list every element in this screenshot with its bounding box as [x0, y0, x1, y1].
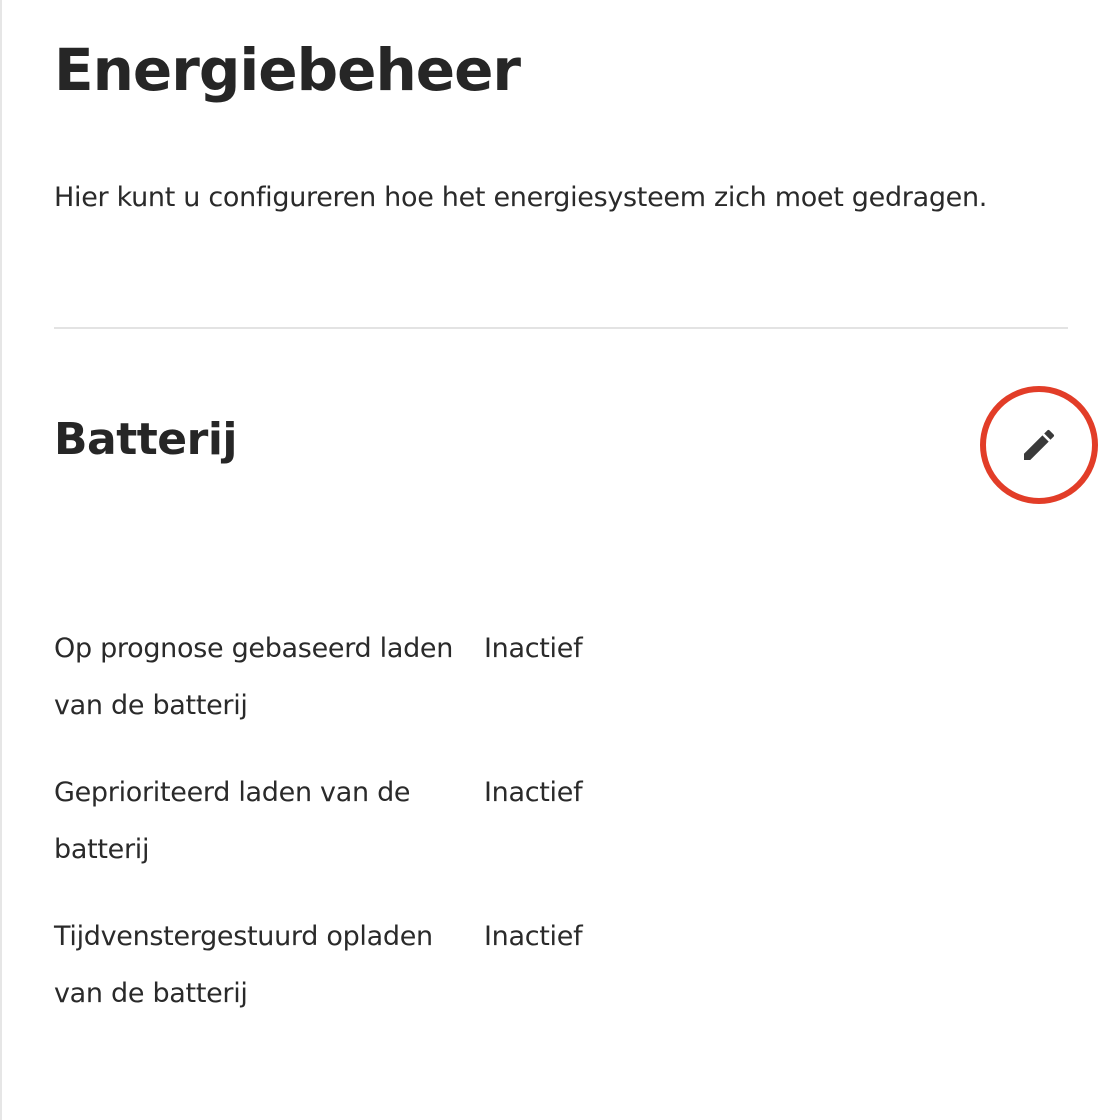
battery-section-title: Batterij	[54, 414, 237, 465]
setting-row-forecast-charging	[54, 620, 1054, 764]
setting-label: Geprioriteerd laden van de batterij	[54, 777, 411, 865]
setting-label: Tijdvenstergestuurd opladen van de batterij	[54, 921, 433, 1009]
section-divider	[54, 327, 1068, 329]
page-border	[0, 0, 2, 1120]
edit-battery-button[interactable]	[980, 386, 1098, 504]
setting-row-timewindow-charging	[54, 908, 1054, 1052]
setting-label: Op prognose gebaseerd laden van de batterij	[54, 633, 454, 721]
setting-value: Inactief	[484, 633, 583, 664]
setting-row-prioritized-charging	[54, 764, 1054, 908]
page-description: Hier kunt u configureren hoe het energiesysteem zich moet gedragen.	[54, 182, 988, 213]
page-title: Energiebeheer	[54, 36, 521, 104]
setting-value: Inactief	[484, 921, 583, 952]
pencil-icon	[1019, 425, 1059, 465]
battery-settings-list	[54, 620, 1054, 1052]
setting-value: Inactief	[484, 777, 583, 808]
